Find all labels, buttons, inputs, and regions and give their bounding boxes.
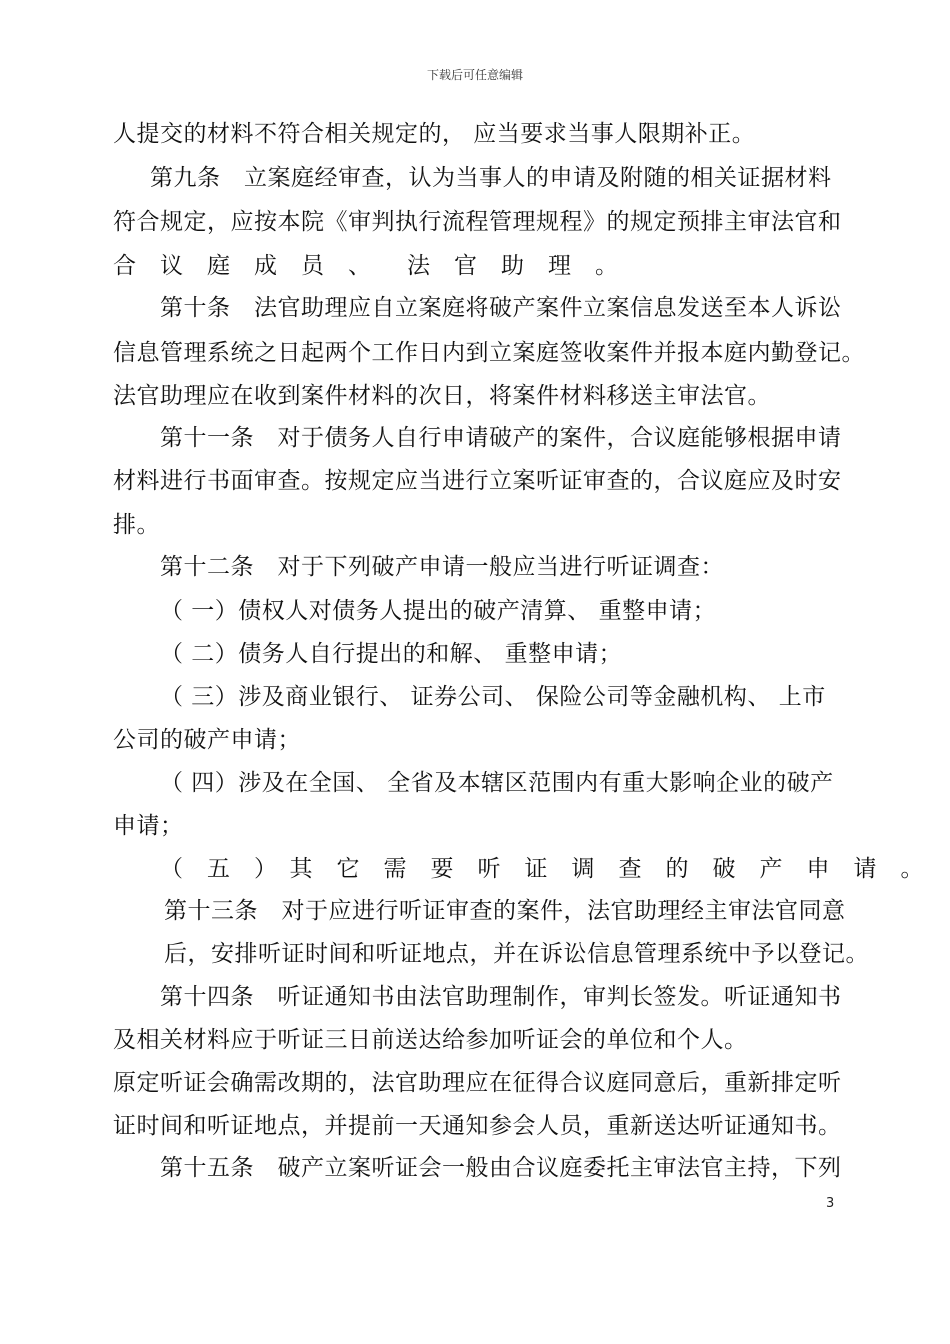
text-line: 材料进行书面审查。按规定应当进行立案听证审查的，合议庭应及时安 [113,468,842,494]
text-line: （ 一）债权人对债务人提出的破产清算、 重整申请； [160,598,717,624]
text-line: 人提交的材料不符合相关规定的， 应当要求当事人限期补正。 [113,121,756,147]
text-line: （ 五 ） 其 它 需 要 听 证 调 查 的 破 产 申 请 。 [160,856,924,882]
text-line: 证时间和听证地点，并提前一天通知参会人员，重新送达听证通知书。 [113,1113,842,1139]
text-line: 申请； [113,813,184,839]
text-line: （ 四）涉及在全国、 全省及本辖区范围内有重大影响企业的破产 [160,770,834,796]
page-number: 3 [826,1196,835,1211]
text-line: 第十五条 破产立案听证会一般由合议庭委托主审法官主持，下列 [160,1155,842,1181]
text-line: 第九条 立案庭经审查，认为当事人的申请及附随的相关证据材料 [150,165,832,191]
text-line: 第十条 法官助理应自立案庭将破产案件立案信息发送至本人诉讼 [160,295,842,321]
text-line: 第十三条 对于应进行听证审查的案件，法官助理经主审法官同意 [164,898,846,924]
text-line: （ 三）涉及商业银行、 证券公司、 保险公司等金融机构、 上市 [160,684,826,710]
text-line: 信息管理系统之日起两个工作日内到立案庭签收案件并报本庭内勤登记。 [113,340,865,366]
text-line: 公司的破产申请； [113,727,301,753]
text-line: 原定听证会确需改期的，法官助理应在征得合议庭同意后，重新排定听 [113,1070,842,1096]
text-line: 法官助理应在收到案件材料的次日，将案件材料移送主审法官。 [113,383,771,409]
text-line: 第十二条 对于下列破产申请一般应当进行听证调查： [160,554,724,580]
text-line: 排。 [113,512,160,538]
text-line: 第十一条 对于债务人自行申请破产的案件，合议庭能够根据申请 [160,425,842,451]
page-header: 下载后可任意编辑 [426,68,523,82]
text-line: 及相关材料应于听证三日前送达给参加听证会的单位和个人。 [113,1027,748,1053]
text-line: （ 二）债务人自行提出的和解、 重整申请； [160,641,623,667]
text-line: 符合规定，应按本院《审判执行流程管理规程》的规定预排主审法官和 [113,209,842,235]
text-line: 合 议 庭 成 员 、 法 官 助 理 。 [113,253,619,279]
text-line: 后，安排听证时间和听证地点，并在诉讼信息管理系统中予以登记。 [164,941,869,967]
text-line: 第十四条 听证通知书由法官助理制作，审判长签发。听证通知书 [160,984,842,1010]
